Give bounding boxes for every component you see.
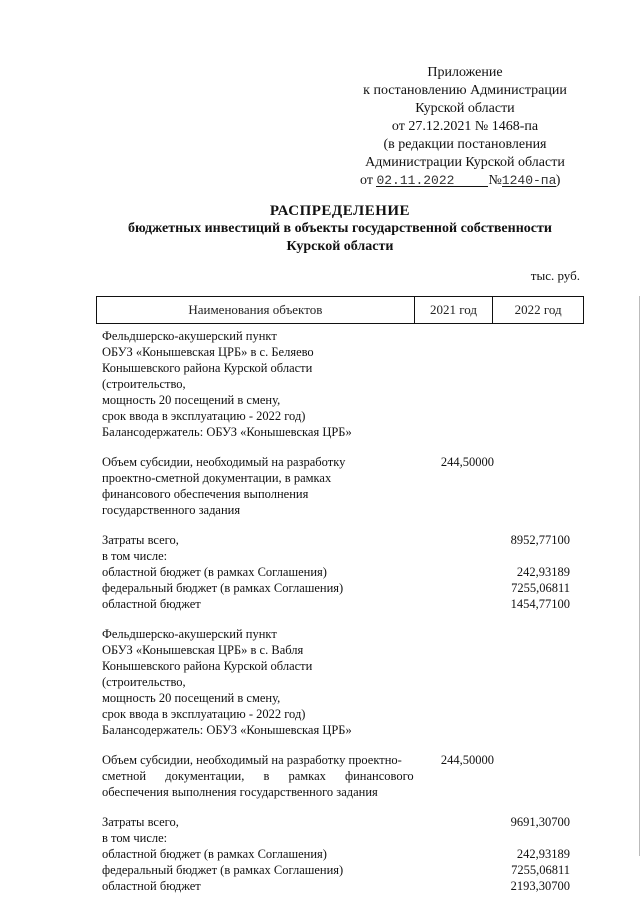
cost-2022-blank [494,548,570,564]
header-2022: 2022 год [514,302,562,317]
closing-paren: ) [555,173,561,188]
document-heading [60,202,620,256]
description-line: мощность 20 посещений в смену, [102,691,281,705]
cost-2022-federal-agreement: 7255,06811 [511,863,570,877]
costs-line: Затраты всего, [102,533,179,547]
header-2021: 2021 год [415,297,494,323]
appendix-header [340,64,590,190]
object-2-subsidy [102,752,584,800]
description-line: Балансодержатель: ОБУЗ «Конышевская ЦРБ» [102,723,352,737]
appendix-line-2: к постановлению Администрации [363,83,567,98]
distribution-table [96,296,584,324]
subsidy-line: сметной документации, в рамках финансового [102,769,414,783]
appendix-line-6: Администрации Курской области [365,155,565,170]
costs-line: федеральный бюджет (в рамках Соглашения) [102,581,344,595]
costs-line: федеральный бюджет (в рамках Соглашения) [102,863,344,877]
description-line: (строительство, [102,675,186,689]
number-blank [502,172,556,187]
cost-2022-regional: 1454,77100 [510,597,570,611]
object-1-description [102,328,584,440]
table-header [96,296,584,324]
object-1-costs [102,532,584,612]
description-line: Конышевского района Курской области [102,361,313,375]
cost-2022-blank [494,830,570,846]
description-line: Фельдшерско-акушерский пункт [102,627,277,641]
appendix-line-3: Курской области [415,101,515,116]
heading-subtitle-1: бюджетных инвестиций в объекты государственной собственности [128,221,552,236]
from-label: от [360,173,373,188]
object-1-subsidy [102,454,584,518]
object-2-costs [102,814,584,894]
subsidy-line: проектно-сметной документации, в рамках [102,471,332,485]
description-line: мощность 20 посещений в смену, [102,393,281,407]
subsidy-2021-value: 244,50000 [440,455,494,469]
costs-line: областной бюджет (в рамках Соглашения) [102,565,327,579]
unit-label: тыс. руб. [530,268,580,283]
cost-2022-federal-agreement: 7255,06811 [511,581,570,595]
date-value: 02.11.2022 [376,173,455,188]
appendix-title: Приложение [427,65,503,80]
description-line: ОБУЗ «Конышевская ЦРБ» в с. Беляево [102,345,314,359]
header-objects: Наименования объектов [97,297,415,323]
cost-2022-total: 8952,77100 [510,533,570,547]
costs-line: Затраты всего, [102,815,179,829]
subsidy-line: финансового обеспечения выполнения [102,487,309,501]
subsidy-line: государственного задания [102,503,241,517]
heading-subtitle-2: Курской области [286,239,394,254]
description-line: (строительство, [102,377,186,391]
costs-line: областной бюджет (в рамках Соглашения) [102,847,327,861]
subsidy-line: обеспечения выполнения государственного задания [102,785,378,799]
costs-line: в том числе: [102,549,168,563]
appendix-line-5: (в редакции постановления [383,137,547,152]
amendment-reference [340,172,590,190]
description-line: Фельдшерско-акушерский пункт [102,329,277,343]
number-value: 1240-па [501,173,557,188]
heading-title: РАСПРЕДЕЛЕНИЕ [269,203,411,219]
subsidy-2021-value: 244,50000 [440,753,494,767]
cost-2022-regional-agreement: 242,93189 [516,565,570,579]
appendix-line-4: от 27.12.2021 № 1468-па [391,119,539,134]
description-line: ОБУЗ «Конышевская ЦРБ» в с. Вабля [102,643,304,657]
subsidy-line: Объем субсидии, необходимый на разработку [102,455,346,469]
description-line: срок ввода в эксплуатацию - 2022 год) [102,707,306,721]
subsidy-line: Объем субсидии, необходимый на разработку проектно- [102,753,402,767]
costs-line: областной бюджет [102,597,201,611]
object-2-description [102,626,584,738]
cost-2022-regional: 2193,30700 [510,879,570,893]
date-blank [376,172,488,187]
description-line: Балансодержатель: ОБУЗ «Конышевская ЦРБ» [102,425,352,439]
cost-2022-regional-agreement: 242,93189 [516,847,570,861]
cost-2022-total: 9691,30700 [510,815,570,829]
description-line: Конышевского района Курской области [102,659,313,673]
table-body [102,328,584,894]
description-line: срок ввода в эксплуатацию - 2022 год) [102,409,306,423]
number-label: № [488,173,502,188]
costs-line: областной бюджет [102,879,201,893]
costs-line: в том числе: [102,831,168,845]
